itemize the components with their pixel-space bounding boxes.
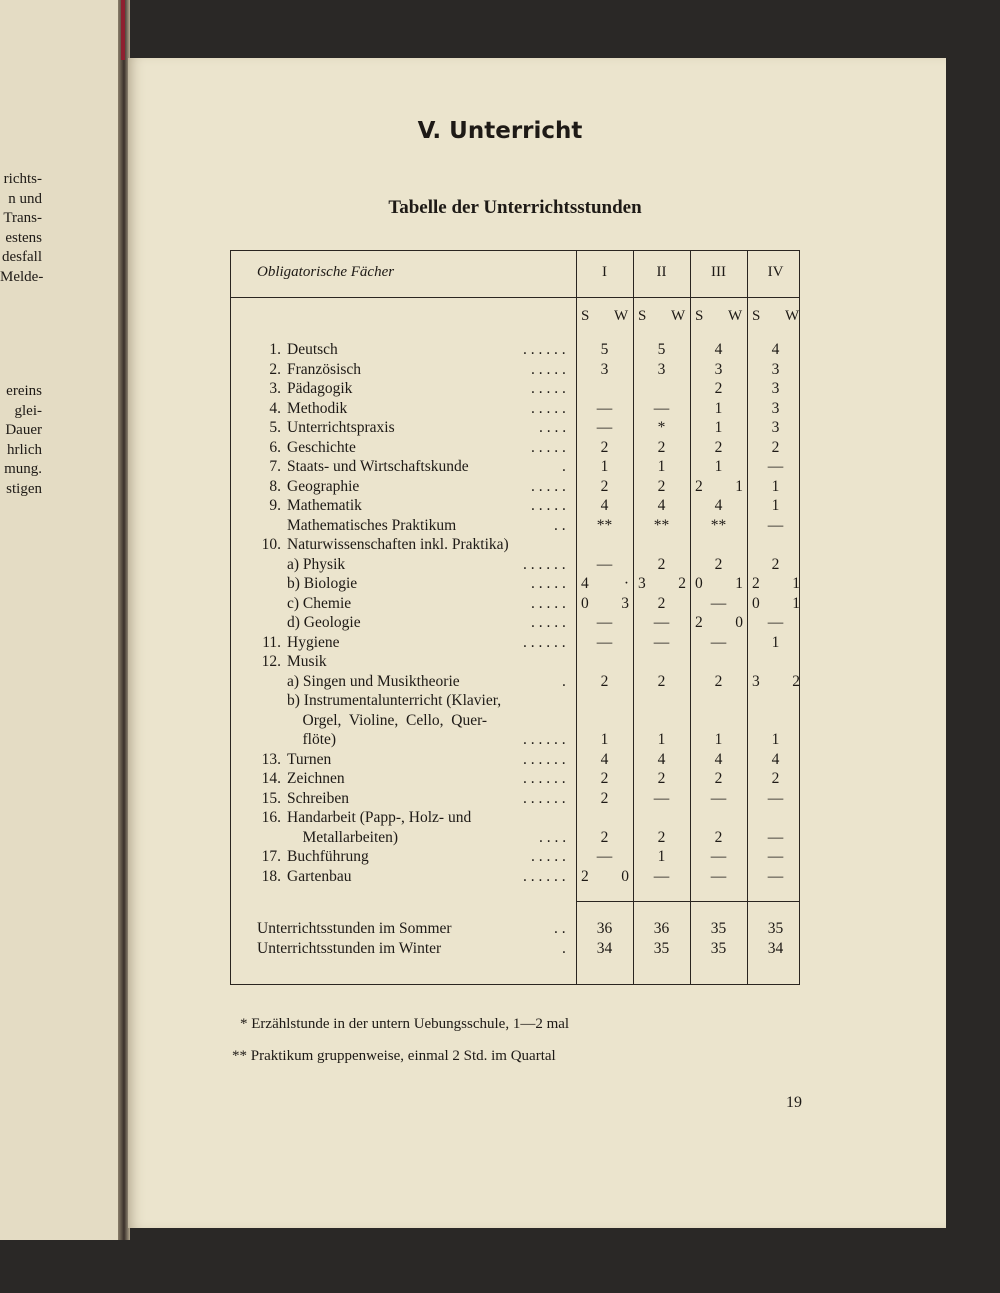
dot-leader: . . . . . [531,477,566,495]
subject-label: Geographie [287,477,360,495]
row-number: 1. [269,341,281,358]
dot-leader: . . . . [539,828,567,846]
subject-label: Buchführung [287,848,369,865]
row-number: 12. [261,653,281,670]
cell-III: 4 [714,341,723,358]
dot-leader: . . . . . . [523,341,566,358]
winter-value: 2 [678,575,686,592]
cell-III: 1 [714,458,723,475]
row-number: 10. [261,536,281,553]
column-header-I: I [602,264,607,280]
row-number: 18. [261,867,281,885]
subjects-header: Obligatorische Fächer [257,264,395,280]
left-page-line: ereins [6,383,42,399]
w-label: W [728,308,743,324]
footnote-2: ** Praktikum gruppenweise, einmal 2 Std. im Quartal [232,1048,556,1064]
dot-leader: . . [554,516,566,534]
left-page-line: hrlich [7,441,42,458]
cell-I: — [596,419,613,436]
w-label: W [671,308,686,324]
cell-IV: 4 [771,341,780,358]
subject-label: Naturwissenschaften inkl. Praktika) [287,536,509,553]
cell-I: — [596,399,613,417]
left-page-line: Dauer [5,422,42,438]
row-number: 15. [261,789,281,807]
dot-leader: . [562,672,566,690]
row-number: 5. [269,419,281,436]
totals-row [231,919,798,939]
cell-I: ** [596,516,613,534]
subject-label: b) Instrumentalunterricht (Klavier, [287,692,502,709]
table-row [231,847,798,867]
subject-label: Turnen [287,750,332,768]
winter-value: 1 [735,575,743,592]
table-row [231,867,798,887]
dot-leader: . . . . . . [523,633,566,651]
cell-II: — [653,614,670,631]
dot-leader: . . . . . . [523,770,566,787]
row-number: 14. [261,770,281,787]
row-number: 11. [262,633,281,651]
left-page-text-top [0,170,42,287]
table-title: Tabelle der Unterrichtsstunden [388,197,642,218]
subject-label: Deutsch [287,341,338,358]
row-number: 8. [269,477,281,495]
row-number: 6. [269,438,281,456]
cell-I: — [596,633,613,651]
cell-III: — [710,789,727,807]
cell-III: ** [710,516,727,534]
table-row [231,516,798,536]
table-row [231,555,798,575]
cell-IV: 34 [767,939,784,957]
cell-I: — [596,614,613,631]
cell-I: 3 [600,360,609,378]
winter-value: 2 [792,672,800,690]
s-label: S [581,308,590,324]
winter-value: · [623,575,629,592]
cell-II: 1 [657,848,666,865]
cell-IV: 35 [767,920,784,937]
cell-I: 5 [600,341,609,358]
cell-IV: — [767,848,784,865]
summer-value: 4 [581,575,589,592]
table-row [231,750,798,770]
table-row [231,360,798,380]
s-label: S [695,308,704,324]
dot-leader: . . . . . [531,848,566,865]
s-label: S [752,308,761,324]
row-number: 13. [261,750,281,768]
cell-III: 1 [714,419,723,436]
table-row [231,789,798,809]
cell-II: * [657,419,666,436]
left-page [0,0,122,1240]
subject-label: Mathematisches Praktikum [287,516,457,534]
table-row [231,574,798,594]
table-row [231,340,798,360]
cell-I: 1 [600,458,609,475]
table-row [231,730,798,750]
table-body [231,340,798,886]
dot-leader: . . . . . . [523,867,566,885]
cell-I: 2 [600,477,609,495]
cell-II: — [653,867,670,885]
dot-leader: . . . . . [531,360,566,378]
cell-II: 4 [657,497,666,514]
cell-IV: 3 [771,380,780,397]
row-number: 9. [269,497,281,514]
cell-IV: — [767,789,784,807]
cell-IV: 3 [771,419,780,436]
cell-IV: 3 [771,360,780,378]
cell-II: 2 [657,477,666,495]
table-row [231,594,798,614]
dot-leader: . . . . . . [523,555,566,573]
table-row [231,477,798,497]
dot-leader: . . . . . [531,575,566,592]
cell-IV: — [767,458,784,475]
table-row [231,633,798,653]
table-row [231,613,798,633]
subject-label: Mathematik [287,497,362,514]
left-page-line: n und [8,190,42,207]
cell-IV: — [767,867,784,885]
summer-value: 3 [638,575,646,592]
cell-III: — [710,848,727,865]
left-page-line: Melde- [0,268,44,285]
totals-row [231,939,798,959]
cell-II: 2 [657,594,666,612]
w-label: W [614,308,629,324]
cell-IV: 2 [771,438,780,456]
cell-II: 4 [657,750,666,768]
cell-I: 2 [600,828,609,846]
summer-value: 0 [752,594,760,612]
cell-IV: 1 [771,497,780,514]
subject-label: d) Geologie [287,614,361,631]
cell-III: — [710,594,727,612]
cell-I: 4 [600,750,609,768]
winter-value: 3 [621,594,629,612]
left-page-line: mung. [4,461,42,477]
subject-label: Musik [287,653,327,670]
timetable [230,250,800,985]
cell-II: — [653,633,670,651]
cell-III: — [710,633,727,651]
winter-value: 0 [735,614,743,631]
subject-label: Unterrichtspraxis [287,419,395,436]
summer-value: 2 [695,614,703,631]
winter-value: 0 [621,867,629,885]
summer-value: 3 [752,672,760,690]
cell-I: 2 [600,789,609,807]
subject-label: Französisch [287,360,362,378]
dot-leader: . . . . . . [523,789,566,807]
cell-I: 2 [600,438,609,456]
cell-I: 2 [600,770,609,787]
cell-III: 2 [714,555,723,573]
subject-label: Orgel, Violine, Cello, Quer- [287,711,488,729]
cell-IV: 1 [771,477,780,495]
cell-I: — [596,848,613,865]
row-number: 2. [269,360,281,378]
left-page-text-bottom [0,382,42,499]
cell-III: 2 [714,672,723,690]
summer-value: 0 [581,594,589,612]
subject-label: Pädagogik [287,380,353,397]
cell-II: 36 [653,920,670,937]
subject-label: Zeichnen [287,770,345,787]
totals-label: Unterrichtsstunden im Winter [257,939,442,957]
table-row [231,691,798,711]
cell-II: 2 [657,770,666,787]
cell-IV: 1 [771,633,780,651]
left-page-line: stigen [6,480,42,497]
cell-I: — [596,555,613,573]
table-row [231,828,798,848]
subject-label: Geschichte [287,438,356,456]
dot-leader: . . . . . [531,399,566,417]
subject-label: Staats- und Wirtschaftskunde [287,458,469,475]
dot-leader: . . . . [539,419,567,436]
cell-III: 35 [710,939,727,957]
left-page-line: estens [5,229,42,246]
table-row [231,379,798,399]
cell-III: 1 [714,731,723,748]
cell-I: 4 [600,497,609,514]
cell-III: — [710,867,727,885]
w-label: W [785,308,800,324]
table-row [231,418,798,438]
cell-III: 2 [714,770,723,787]
cell-II: 1 [657,731,666,748]
subject-label: Methodik [287,399,348,417]
subject-label: Gartenbau [287,867,352,885]
cell-I: 36 [596,920,613,937]
summer-value: 2 [695,477,703,495]
winter-value: 1 [792,594,800,612]
subject-label: Handarbeit (Papp-, Holz- und [287,809,472,826]
bookmark-ribbon [121,0,125,60]
table-row [231,496,798,516]
cell-III: 1 [714,399,723,417]
winter-value: 1 [792,575,800,592]
subject-label: Hygiene [287,633,340,651]
subject-label: a) Physik [287,555,346,573]
column-header-III: III [711,264,726,280]
cell-I: 2 [600,672,609,690]
summer-value: 2 [581,867,589,885]
cell-IV: — [767,516,784,534]
cell-III: 2 [714,438,723,456]
table-row [231,535,798,555]
subject-label: Schreiben [287,789,349,807]
dot-leader: . [562,458,566,475]
dot-leader: . [562,939,566,957]
summer-value: 0 [695,575,703,592]
cell-IV: — [767,614,784,631]
dot-leader: . . . . . [531,594,566,612]
cell-II: — [653,399,670,417]
winter-value: 1 [735,477,743,495]
column-header-IV: IV [767,264,784,280]
table-row [231,711,798,731]
dot-leader: . . . . . [531,614,566,631]
cell-II: 1 [657,458,666,475]
subject-label: flöte) [287,731,337,748]
dot-leader: . . . . . . [523,750,566,768]
subject-label: Metallarbeiten) [287,828,399,846]
s-label: S [638,308,647,324]
dot-leader: . . . . . . [523,731,566,748]
cell-III: 2 [714,380,723,397]
dot-leader: . . . . . [531,497,566,514]
dot-leader: . . [554,920,566,937]
table-row [231,438,798,458]
table-row [231,399,798,419]
subject-label: b) Biologie [287,575,358,592]
cell-II: — [653,789,670,807]
subject-label: c) Chemie [287,594,352,612]
dot-leader: . . . . . [531,438,566,456]
cell-II: 3 [657,360,666,378]
cell-II: 2 [657,672,666,690]
cell-IV: 3 [771,399,780,417]
cell-II: 35 [653,939,670,957]
row-number: 16. [261,809,281,826]
cell-II: 2 [657,828,666,846]
cell-II: 2 [657,438,666,456]
table-row [231,457,798,477]
left-page-line: desfall [2,249,42,265]
cell-IV: — [767,828,784,846]
cell-III: 4 [714,750,723,768]
cell-III: 2 [714,828,723,846]
summer-value: 2 [752,575,760,592]
footnote-1: * Erzählstunde in der untern Uebungsschule, 1—2 mal [240,1016,570,1032]
cell-IV: 2 [771,770,780,787]
totals-label: Unterrichtsstunden im Sommer [257,920,452,937]
cell-IV: 1 [771,731,780,748]
row-number: 4. [269,399,281,417]
subject-label: a) Singen und Musiktheorie [287,672,460,690]
chapter-title: V. Unterricht [417,118,583,144]
cell-IV: 2 [771,555,780,573]
cell-IV: 4 [771,750,780,768]
table-row [231,808,798,828]
cell-I: 1 [600,731,609,748]
cell-II: 2 [657,555,666,573]
left-page-line: glei- [14,402,42,419]
table-row [231,672,798,692]
row-number: 3. [269,380,281,397]
table-row [231,652,798,672]
table-row [231,769,798,789]
left-page-line: Trans- [3,210,42,226]
cell-II: 5 [657,341,666,358]
column-header-II: II [656,264,667,280]
cell-I: 34 [596,939,613,957]
cell-II: ** [653,516,670,534]
cell-III: 35 [710,920,727,937]
row-number: 7. [269,458,281,475]
row-number: 17. [261,848,281,865]
dot-leader: . . . . . [531,380,566,397]
left-page-line: richts- [3,171,42,187]
cell-III: 3 [714,360,723,378]
cell-III: 4 [714,497,723,514]
page-number: 19 [786,1094,802,1111]
